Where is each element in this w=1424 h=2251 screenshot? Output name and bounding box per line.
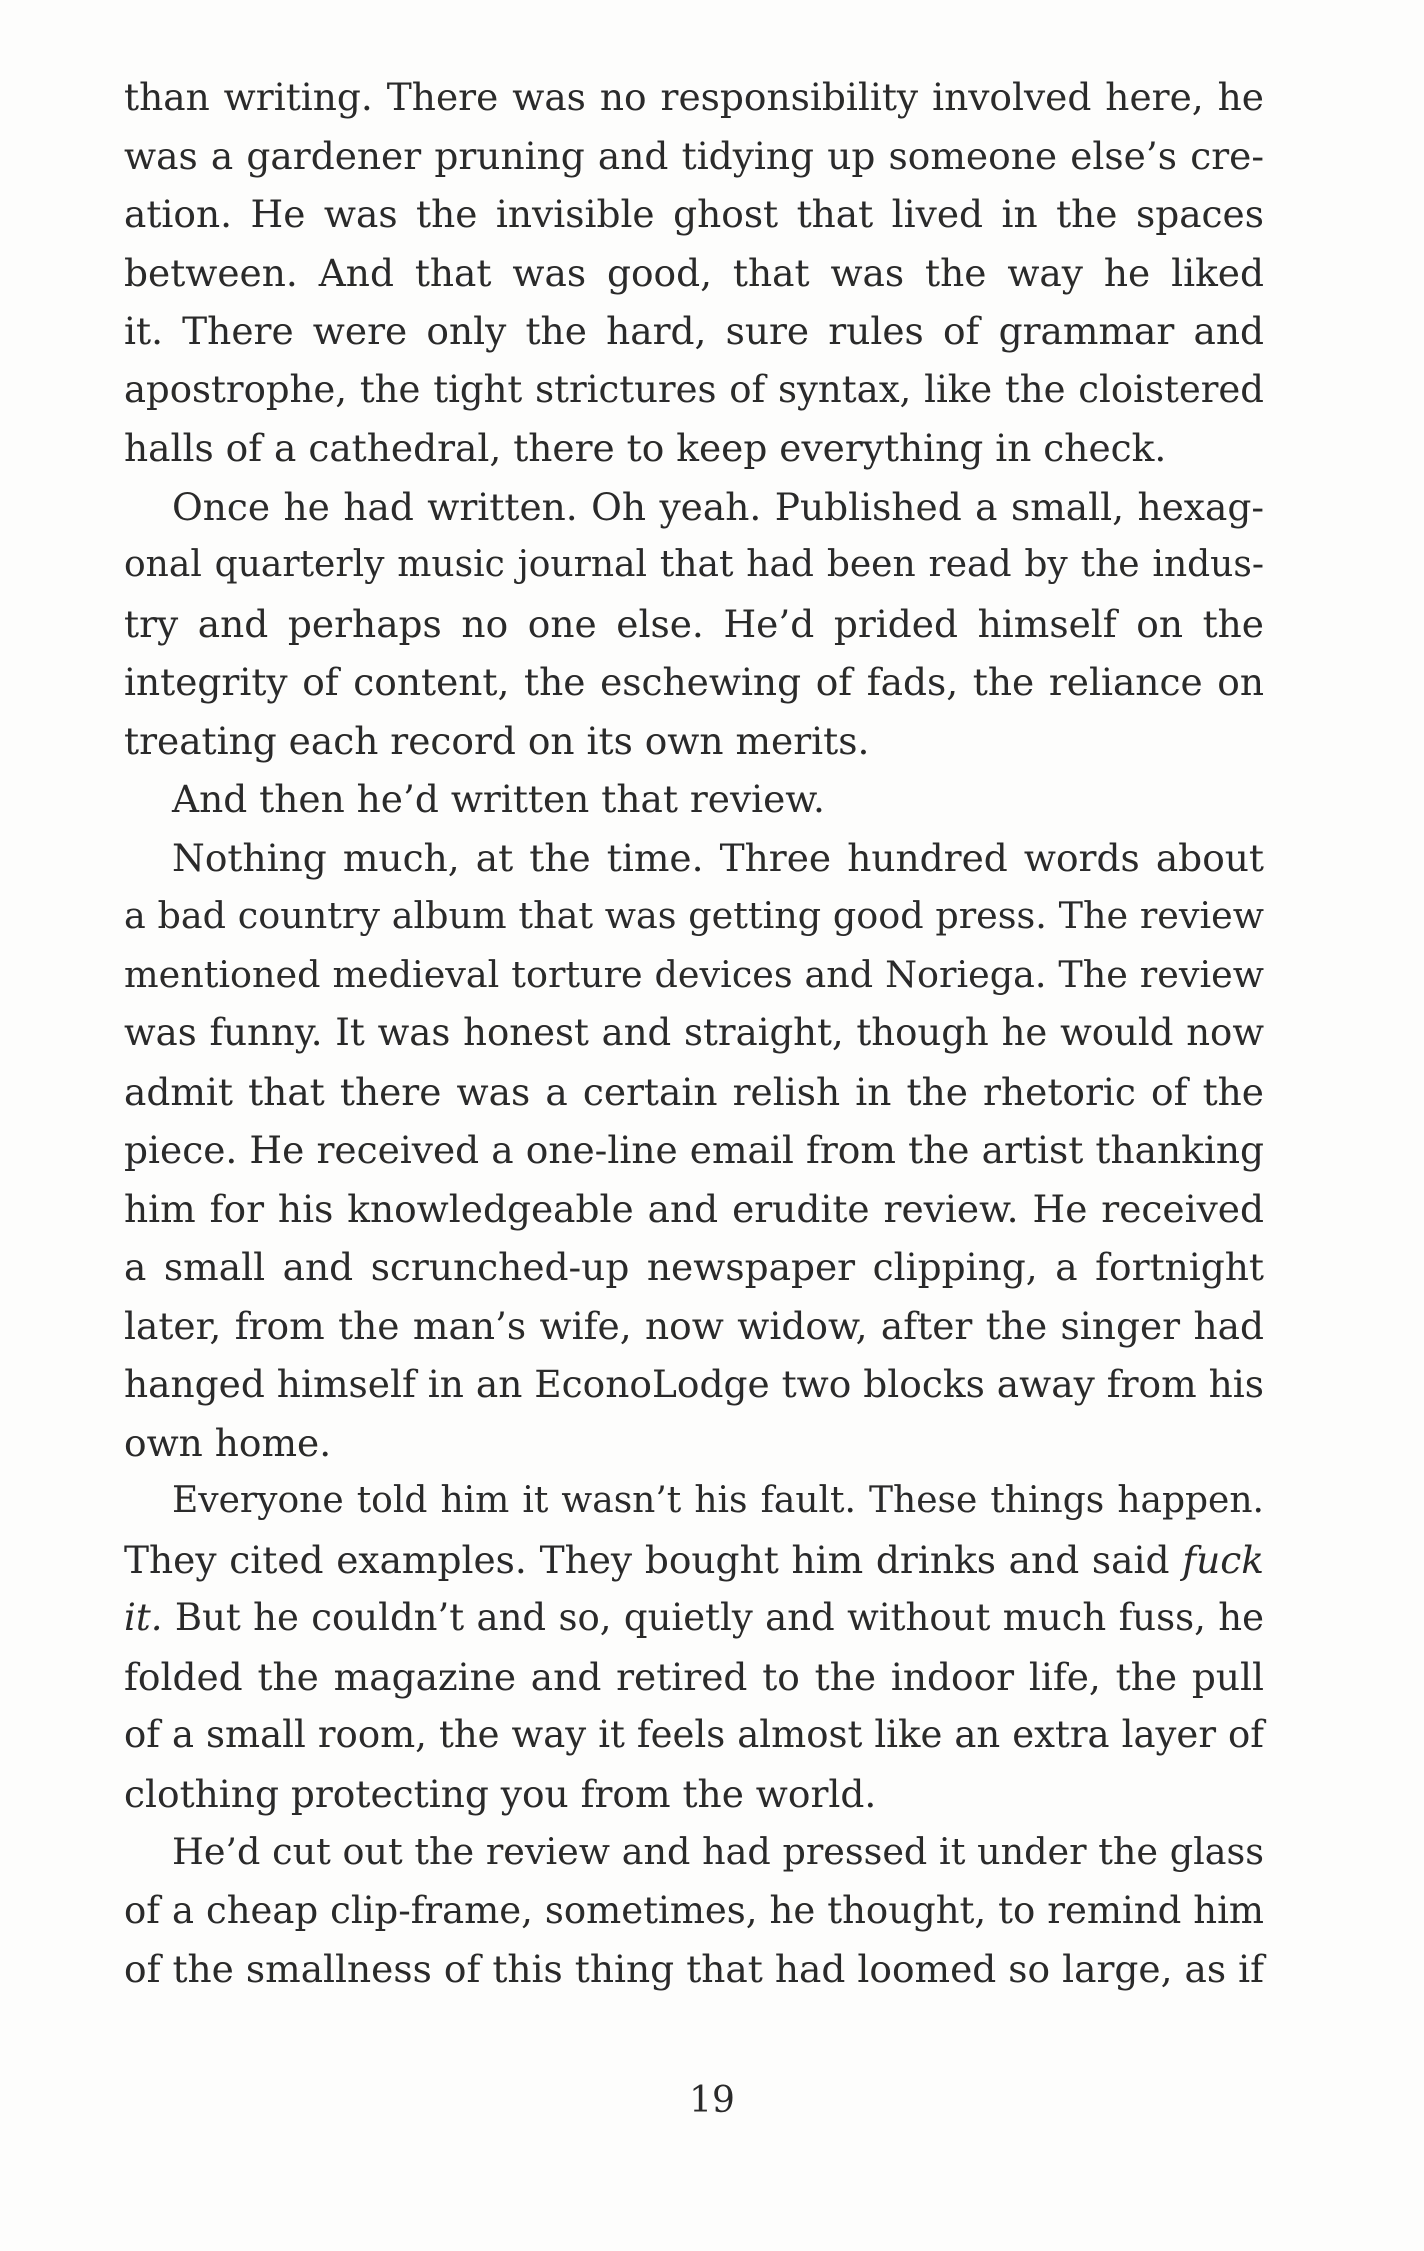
text-line: it. There were only the hard, sure rules of grammar and: [124, 309, 1264, 353]
text-line: of a cheap clip-frame, sometimes, he thought, to remind him: [124, 1888, 1264, 1932]
text-line: hanged himself in an EconoLodge two blocks away from his: [124, 1362, 1264, 1406]
text-line: try and perhaps no one else. He’d prided himself on the: [124, 601, 1264, 646]
text-line: was a gardener pruning and tidying up someone else’s cre-: [124, 133, 1264, 178]
text-line: a small and scrunched-up newspaper clipping, a fortnight: [124, 1245, 1264, 1289]
text-line: He’d cut out the review and had pressed it under the glass: [172, 1830, 1264, 1873]
text-line: him for his knowledgeable and erudite review. He received: [124, 1186, 1264, 1231]
text-line: apostrophe, the tight strictures of syntax, like the cloistered: [124, 367, 1264, 411]
text-line: integrity of content, the eschewing of fads, the reliance on: [124, 660, 1264, 704]
paragraph: [124, 478, 1264, 771]
text-line: admit that there was a certain relish in the rhetoric of the: [124, 1069, 1264, 1114]
text-line: between. And that was good, that was the way he liked: [124, 250, 1264, 295]
page-number: 19: [689, 2080, 735, 2121]
text-line: treating each record on its own merits.: [124, 718, 870, 763]
text-line: Once he had written. Oh yeah. Published a small, hexag-: [172, 484, 1264, 529]
text-line: Everyone told him it wasn’t his fault. These things happen.: [172, 1480, 1264, 1521]
text-line: folded the magazine and retired to the indoor life, the pull: [124, 1654, 1264, 1699]
italic-word: fuck: [1182, 1537, 1264, 1582]
paragraph: [124, 1823, 1264, 1999]
text-line: halls of a cathedral, there to keep everything in check.: [124, 426, 1167, 470]
text-line: And then he’d written that review.: [172, 777, 825, 821]
text-line: later, from the man’s wife, now widow, after the singer had: [124, 1303, 1264, 1348]
paragraph: [124, 1472, 1264, 1823]
paragraph: [124, 770, 1264, 829]
text-line: mentioned medieval torture devices and Noriega. The review: [124, 952, 1264, 996]
body-text: [124, 68, 1264, 1999]
text-line: ation. He was the invisible ghost that lived in the spaces: [124, 192, 1264, 236]
paragraph: [124, 68, 1264, 478]
text-line: piece. He received a one-line email from the artist thanking: [124, 1128, 1264, 1172]
text-line: it. But he couldn’t and so, quietly and without much fuss, he: [124, 1596, 1264, 1639]
text-line: onal quarterly music journal that had been read by the indus-: [124, 544, 1264, 585]
italic-word: it.: [124, 1596, 163, 1639]
text-line: own home.: [124, 1420, 332, 1465]
text-line: a bad country album that was getting good press. The review: [124, 894, 1264, 937]
text-line: of a small room, the way it feels almost like an extra layer of: [124, 1713, 1264, 1756]
text-line: than writing. There was no responsibility involved here, he: [124, 75, 1264, 119]
text-line: was funny. It was honest and straight, though he would now: [124, 1011, 1264, 1054]
text-line: They cited examples. They bought him drinks and said fuck: [124, 1537, 1264, 1582]
text-line: of the smallness of this thing that had loomed so large, as if: [124, 1947, 1264, 1991]
text-line: clothing protecting you from the world.: [124, 1771, 877, 1816]
text-line: Nothing much, at the time. Three hundred words about: [172, 835, 1264, 880]
paragraph: [124, 829, 1264, 1473]
